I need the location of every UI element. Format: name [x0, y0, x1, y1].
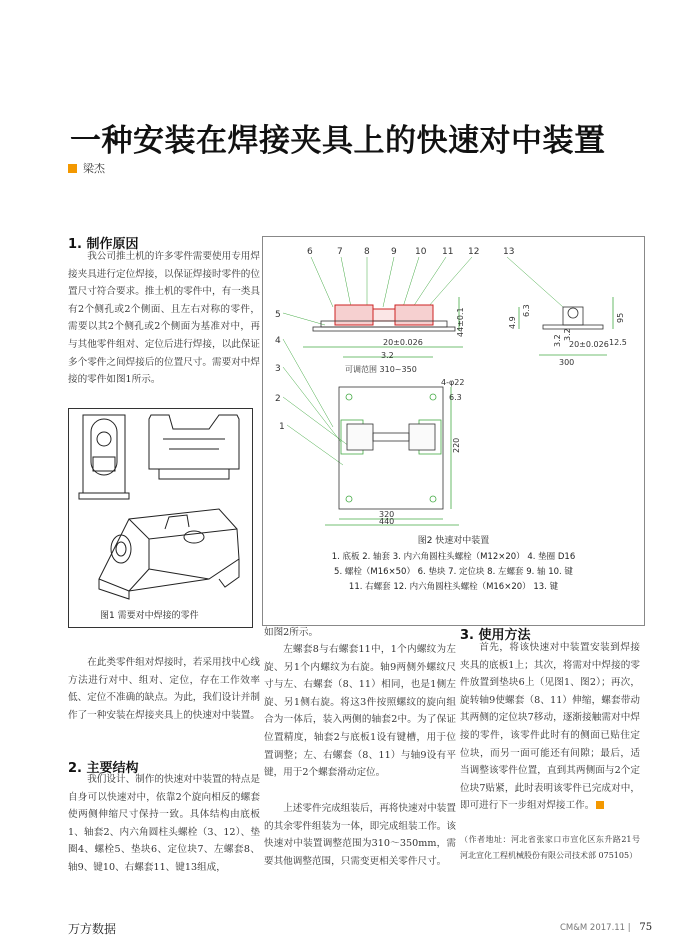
section-3-heading: 3. 使用方法 [460, 628, 531, 643]
dim-20-side: 20±0.026 [569, 340, 609, 349]
label-3: 3 [275, 364, 281, 374]
label-9: 9 [391, 247, 397, 257]
section-2-paragraph-2: 左螺套8与右螺套11中，1个内螺纹为左旋、另1个内螺纹为右旋。轴9两侧外螺纹尺寸与左、右螺套（8、11）相同，也是1侧左旋、另1侧右旋。将这3件按照螺纹的旋向组合为一体后，装入两侧的轴套2中。为了保证位置精度，轴套2与底板1设有键槽，用于位置调整；左、右螺套（8、11）与轴9设有平键，用于2个螺套滑动定位。 [264, 644, 456, 779]
label-10: 10 [415, 247, 427, 257]
figure-2-legend-1: 1. 底板 2. 轴套 3. 内六角圆柱头螺栓（M12×20） 4. 垫圈 D16 [331, 552, 576, 562]
label-2: 2 [275, 394, 281, 404]
label-8: 8 [364, 247, 370, 257]
section-3-paragraph-1 [460, 639, 640, 815]
dim-20: 20±0.026 [383, 338, 423, 347]
journal-name: CM&M 2017.11 [560, 923, 626, 933]
dim-300: 300 [559, 358, 575, 367]
footer-source: 万方数据 [68, 922, 117, 936]
section-3-text: 首先，将该快速对中装置安装到焊接夹具的底板1上；其次，将需对中焊接的零件放置到垫块6上（见图1、图2）；再次，旋转轴9使螺套（8、11）伸缩，螺套带动其两侧的定位块7移动，逐渐接触需对中焊接的零件，该零件此时有的侧面已贴住定位块，而另一面可能还有间隙；最后，适当调整该零件位置，直到其两侧面与2个定位块7贴紧，此时表明该零件已完成对中，即可进行下一步组对焊接工作。 [460, 642, 640, 812]
dim-3-2-a: 3.2 [553, 334, 562, 347]
dim-440: 440 [379, 517, 395, 526]
label-11: 11 [442, 247, 454, 257]
dim-holes: 4-φ22 [441, 378, 465, 387]
figure-2-legend-2: 5. 螺栓（M16×50） 6. 垫块 7. 定位块 8. 左螺套 9. 轴 10. 键 [334, 567, 573, 577]
figure-2-drawing [263, 237, 644, 527]
figure-2-legend-3: 11. 右螺套 12. 内六角圆柱头螺栓（M16×20） 13. 键 [348, 582, 559, 592]
section-1-paragraph-1: 我公司推土机的许多零件需要使用专用焊接夹具进行定位焊接，以保证焊接时零件的位置尺寸符合要求。推土机的零件中，有一类具有2个侧孔或2个侧面、且左右对称的零件，需要以其2个侧孔或2个侧面为基准对中，再与其他零件组对、定位后进行焊接，以此保证多个零件之间焊接后的位置尺寸。需要对中焊接的零件如图1所示。 [68, 251, 260, 386]
dim-range: 可调范围 310~350 [345, 365, 417, 374]
author-marker [68, 164, 77, 173]
section-2-paragraph-1-continued: 如图2所示。 [264, 627, 319, 638]
label-4: 4 [275, 336, 281, 346]
section-2-paragraph-1: 我们设计、制作的快速对中装置的特点是自身可以快速对中，依靠2个旋向相反的螺套使两侧伸缩尺寸保持一致。具体结构由底板1、轴套2、内六角圆柱头螺栓（3、12）、垫圈4、螺栓5、垫块6、定位块7、左螺套8、轴9、键10、右螺套11、键13组成， [68, 774, 260, 873]
dim-95: 95 [616, 312, 625, 323]
author-line [68, 160, 105, 176]
figure-2-caption-title: 图2 快速对中装置 [417, 536, 490, 546]
label-6: 6 [307, 247, 313, 257]
section-1-heading: 1. 制作原因 [68, 237, 139, 252]
section-2-heading: 2. 主要结构 [68, 761, 139, 776]
dim-3-2: 3.2 [381, 351, 394, 360]
figure-1-drawing [69, 409, 252, 609]
author-name: 梁杰 [83, 162, 105, 175]
label-7: 7 [337, 247, 343, 257]
dim-44: 44±0.1 [456, 307, 465, 337]
dim-12-5: 12.5 [609, 338, 627, 347]
dim-220: 220 [452, 437, 461, 453]
section-1-paragraph-2: 在此类零件组对焊接时，若采用找中心线方法进行对中、组对、定位，存在工作效率低、定位不准确的缺点。为此，我们设计并制作了一种安装在焊接夹具上的快速对中装置。 [68, 657, 260, 721]
dim-4-9: 4.9 [508, 316, 517, 329]
end-marker [596, 801, 604, 809]
figure-1-caption: 图1 需要对中焊接的零件 [100, 611, 199, 621]
figure-1 [68, 408, 253, 628]
author-address: （作者地址：河北省张家口市宣化区东升路21号 河北宣化工程机械股份有限公司技术部 075105） [460, 835, 640, 860]
article-title: 一种安装在焊接夹具上的快速对中装置 [70, 123, 606, 159]
label-5: 5 [275, 310, 281, 320]
dim-6-3: 6.3 [449, 393, 462, 402]
dim-3-2-b: 3.2 [563, 328, 572, 341]
dim-320: 320 [379, 510, 395, 519]
footer-journal: CM&M 2017.11 | 75 [560, 922, 653, 933]
page-number: 75 [639, 922, 653, 933]
label-1: 1 [279, 422, 285, 432]
label-12: 12 [468, 247, 480, 257]
section-2-paragraph-3: 上述零件完成组装后，再将快速对中装置的其余零件组装为一体，即完成组装工作。该快速对中装置调整范围为310～350mm，需要其他调整范围，只需变更相关零件尺寸。 [264, 803, 456, 867]
figure-2 [262, 236, 645, 626]
dim-6-3-side: 6.3 [522, 304, 531, 317]
label-13: 13 [503, 247, 515, 257]
